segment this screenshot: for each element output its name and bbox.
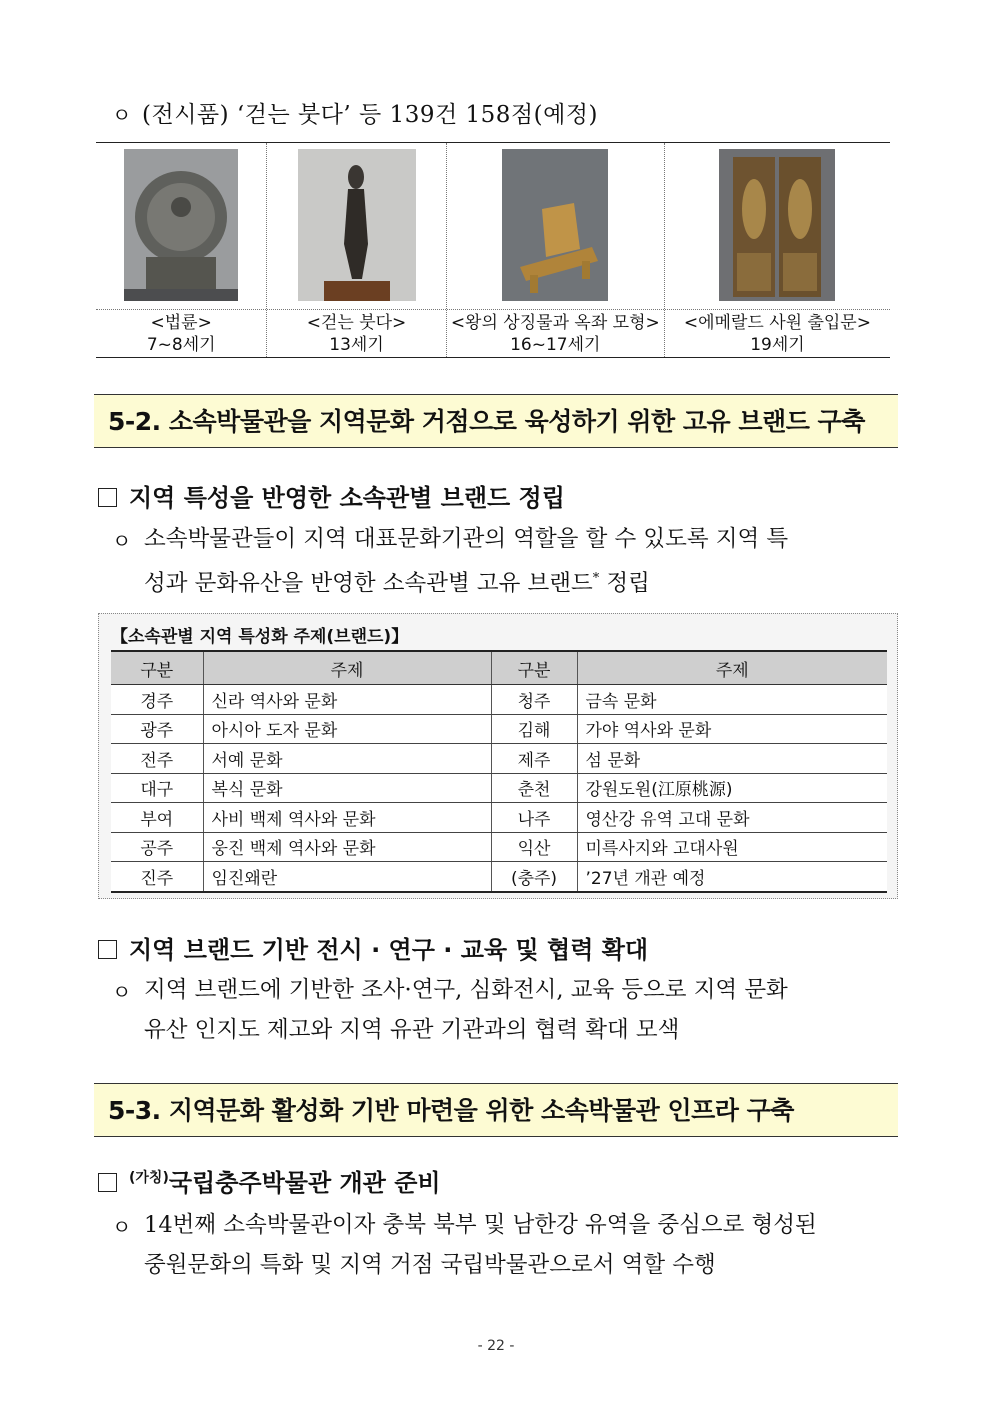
table-cell: 임진왜란 — [203, 862, 491, 892]
exhibit-era: 13세기 — [329, 335, 384, 355]
table-cell: 익산 — [491, 832, 577, 862]
exhibit-era: 16~17세기 — [510, 335, 601, 355]
exhibit-name: <걷는 붓다> — [306, 313, 407, 333]
page-number: - 22 - — [477, 1338, 515, 1354]
table-cell: ’27년 개관 예정 — [577, 862, 887, 892]
table-row — [111, 803, 887, 833]
paragraph-line: 소속박물관들이 지역 대표문화기관의 역할을 할 수 있도록 지역 특 — [144, 526, 789, 552]
table-cell: (충주) — [491, 862, 577, 892]
brand-table — [111, 650, 887, 893]
table-cell: 나주 — [491, 803, 577, 833]
table-cell: 아시아 도자 문화 — [203, 714, 491, 744]
bullet-mark: ㅇ — [112, 1215, 132, 1239]
table-cell: 금속 문화 — [577, 685, 887, 715]
checkbox-square-icon — [98, 488, 117, 507]
column-header: 주제 — [203, 651, 491, 685]
table-cell: 섬 문화 — [577, 744, 887, 774]
exhibit-name: <왕의 상징물과 옥좌 모형> — [450, 313, 660, 333]
table-cell: 미륵사지와 고대사원 — [577, 832, 887, 862]
paragraph-line: 14번째 소속박물관이자 충북 북부 및 남한강 유역을 중심으로 형성된 — [144, 1212, 817, 1238]
table-cell: 복식 문화 — [203, 773, 491, 803]
exhibit-name: <에메랄드 사원 출입문> — [683, 313, 871, 333]
table-row — [111, 832, 887, 862]
exhibit-cell — [447, 143, 665, 357]
column-header: 주제 — [577, 651, 887, 685]
paragraph-line: 지역 브랜드에 기반한 조사·연구, 심화전시, 교육 등으로 지역 문화 — [144, 977, 788, 1003]
exhibit-cell — [96, 143, 267, 357]
subsection-heading-text: 지역 특성을 반영한 소속관별 브랜드 정립 — [129, 484, 565, 512]
table-cell: 제주 — [491, 744, 577, 774]
table-cell: 청주 — [491, 685, 577, 715]
paragraph-text: 정립 — [599, 570, 650, 597]
paragraph — [112, 519, 902, 604]
table-cell: 신라 역사와 문화 — [203, 685, 491, 715]
exhibit-cell — [665, 143, 890, 357]
table-cell: 서예 문화 — [203, 744, 491, 774]
paragraph-line: 유산 인지도 제고와 지역 유관 기관과의 협력 확대 모색 — [144, 1017, 680, 1043]
checkbox-square-icon — [98, 1173, 117, 1192]
exhibit-era: 19세기 — [750, 335, 805, 355]
exhibit-table — [96, 142, 890, 358]
bullet-mark: ㅇ — [112, 529, 132, 553]
footnote-mark: * — [592, 571, 600, 586]
table-cell: 웅진 백제 역사와 문화 — [203, 832, 491, 862]
paragraph — [112, 1205, 902, 1285]
exhibit-summary-text: (전시품) ‘걷는 붓다’ 등 139건 158점(예정) — [142, 102, 598, 128]
table-cell: 강원도원(江原桃源) — [577, 773, 887, 803]
exhibit-caption — [665, 309, 890, 356]
table-cell: 부여 — [111, 803, 203, 833]
table-cell: 경주 — [111, 685, 203, 715]
table-row — [111, 744, 887, 774]
subsection-heading-text: 지역 브랜드 기반 전시 · 연구 · 교육 및 협력 확대 — [129, 936, 649, 964]
table-row — [111, 773, 887, 803]
exhibit-name: <법륜> — [150, 313, 212, 333]
section-title-5-2: 5-2. 소속박물관을 지역문화 거점으로 육성하기 위한 고유 브랜드 구축 — [94, 394, 898, 448]
subsection-heading — [98, 1163, 441, 1198]
brand-table-box — [98, 613, 898, 899]
table-cell: 가야 역사와 문화 — [577, 714, 887, 744]
walking-buddha-photo — [298, 149, 416, 301]
exhibit-cell — [267, 143, 446, 357]
table-cell: 김해 — [491, 714, 577, 744]
paragraph-line — [144, 559, 902, 604]
heading-prefix: (가칭) — [129, 1170, 169, 1186]
table-cell: 사비 백제 역사와 문화 — [203, 803, 491, 833]
table-row — [111, 862, 887, 892]
emerald-temple-door-photo — [719, 149, 835, 301]
paragraph-line: 중원문화의 특화 및 지역 거점 국립박물관으로서 역할 수행 — [144, 1252, 716, 1278]
table-cell: 대구 — [111, 773, 203, 803]
subsection-heading — [98, 478, 565, 513]
bullet-mark: ㅇ — [112, 980, 132, 1004]
bullet-mark: ㅇ — [112, 103, 132, 127]
table-cell: 영산강 유역 고대 문화 — [577, 803, 887, 833]
table-row — [111, 685, 887, 715]
table-cell: 진주 — [111, 862, 203, 892]
table-cell: 전주 — [111, 744, 203, 774]
subsection-heading-text: 국립충주박물관 개관 준비 — [168, 1169, 441, 1197]
section-title-5-3: 5-3. 지역문화 활성화 기반 마련을 위한 소속박물관 인프라 구축 — [94, 1083, 898, 1137]
royal-throne-model-photo — [502, 149, 608, 301]
paragraph-text: 성과 문화유산을 반영한 소속관별 고유 브랜드 — [144, 570, 593, 597]
table-header-row — [111, 651, 887, 685]
table-cell: 춘천 — [491, 773, 577, 803]
dharma-wheel-photo — [124, 149, 238, 301]
subsection-heading — [98, 930, 648, 965]
paragraph — [112, 970, 902, 1050]
table-row — [111, 714, 887, 744]
table-cell: 광주 — [111, 714, 203, 744]
exhibit-caption — [447, 309, 664, 356]
checkbox-square-icon — [98, 940, 117, 959]
table-cell: 공주 — [111, 832, 203, 862]
exhibit-era: 7~8세기 — [146, 335, 216, 355]
brand-table-title: 【소속관별 지역 특성화 주제(브랜드)】 — [111, 627, 409, 647]
exhibit-summary — [112, 96, 598, 129]
column-header: 구분 — [491, 651, 577, 685]
column-header: 구분 — [111, 651, 203, 685]
exhibit-caption — [267, 309, 445, 356]
exhibit-caption — [96, 309, 266, 356]
